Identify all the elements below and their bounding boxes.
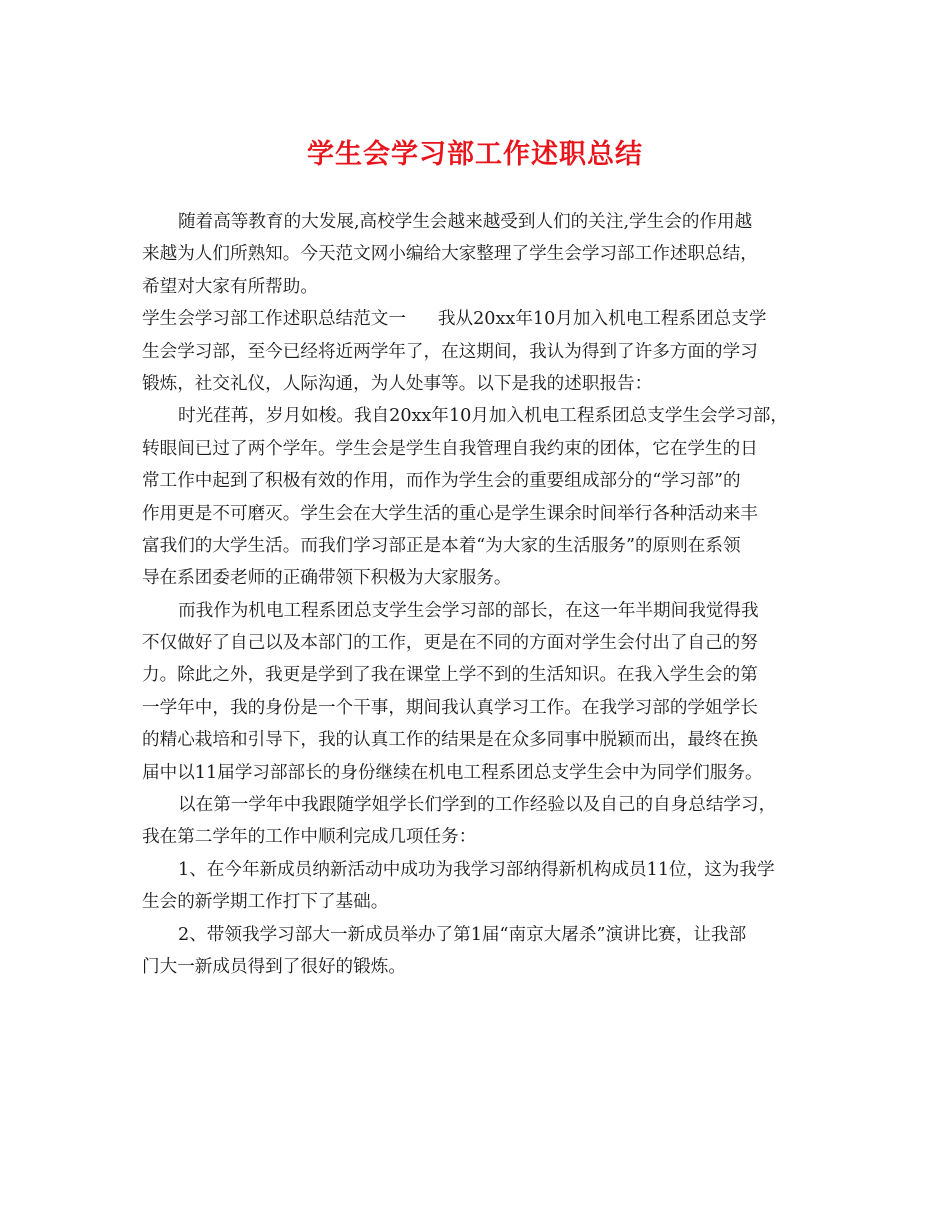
paragraph-line: 而我作为机电工程系团总支学生会学习部的部长，在这一年半期间我觉得我 — [178, 600, 759, 621]
paragraph-line: 届中以11届学习部部长的身份继续在机电工程系团总支学生会中为同学们服务。 — [142, 762, 763, 783]
section-heading: 学生会学习部工作述职总结范文一 — [142, 309, 406, 330]
paragraph-line: 导在系团委老师的正确带领下积极为大家服务。 — [142, 568, 512, 589]
paragraph-line — [142, 303, 818, 335]
paragraph-line: 希望对大家有所帮助。 — [142, 276, 318, 297]
paragraph-line: 以在第一学年中我跟随学姐学长们学到的工作经验以及自己的自身总结学习， — [178, 795, 777, 816]
paragraph-line: 的精心栽培和引导下，我的认真工作的结果是在众多同事中脱颖而出，最终在换 — [142, 730, 758, 751]
paragraph-line: 力。除此之外，我更是学到了我在课堂上学不到的生活知识。在我入学生会的第 — [142, 665, 758, 686]
paragraph-line: 来越为人们所熟知。今天范文网小编给大家整理了学生会学习部工作述职总结， — [142, 244, 758, 265]
paragraph-line: 随着高等教育的大发展,高校学生会越来越受到人们的关注,学生会的作用越 — [178, 212, 753, 232]
paragraph-line: 转眼间已过了两个学年。学生会是学生自我管理自我约束的团体，它在学生的日 — [142, 438, 758, 459]
list-item-line: 生会的新学期工作打下了基础。 — [142, 892, 389, 913]
paragraph-line: 富我们的大学生活。而我们学习部正是本着“为大家的生活服务”的原则在系领 — [142, 535, 741, 556]
document-title: 学生会学习部工作述职总结 — [307, 139, 643, 170]
list-item-line: 2、带领我学习部大一新成员举办了第1届“南京大屠杀”演讲比赛，让我部 — [178, 924, 747, 945]
paragraph-text: 我从20xx年10月加入机电工程系团总支学 — [437, 309, 767, 330]
document-body — [142, 206, 818, 983]
paragraph-line: 不仅做好了自己以及本部门的工作，更是在不同的方面对学生会付出了自己的努 — [142, 633, 758, 654]
paragraph-line: 锻炼，社交礼仪，人际沟通，为人处事等。以下是我的述职报告： — [142, 373, 653, 394]
paragraph-line: 时光荏苒，岁月如梭。我自20xx年10月加入机电工程系团总支学生会学习部， — [178, 406, 789, 427]
list-item-line: 门大一新成员得到了很好的锻炼。 — [142, 956, 406, 977]
paragraph-line: 生会学习部，至今已经将近两学年了，在这期间，我认为得到了许多方面的学习 — [142, 341, 758, 362]
paragraph-line: 我在第二学年的工作中顺利完成几项任务： — [142, 827, 477, 848]
list-item-line: 1、在今年新成员纳新活动中成功为我学习部纳得新机构成员11位，这为我学 — [178, 859, 775, 880]
paragraph-line: 常工作中起到了积极有效的作用，而作为学生会的重要组成部分的“学习部”的 — [142, 471, 741, 492]
paragraph-line: 一学年中，我的身份是一个干事，期间我认真学习工作。在我学习部的学姐学长 — [142, 697, 758, 718]
paragraph-line: 作用更是不可磨灭。学生会在大学生活的重心是学生课余时间举行各种活动来丰 — [142, 503, 758, 524]
